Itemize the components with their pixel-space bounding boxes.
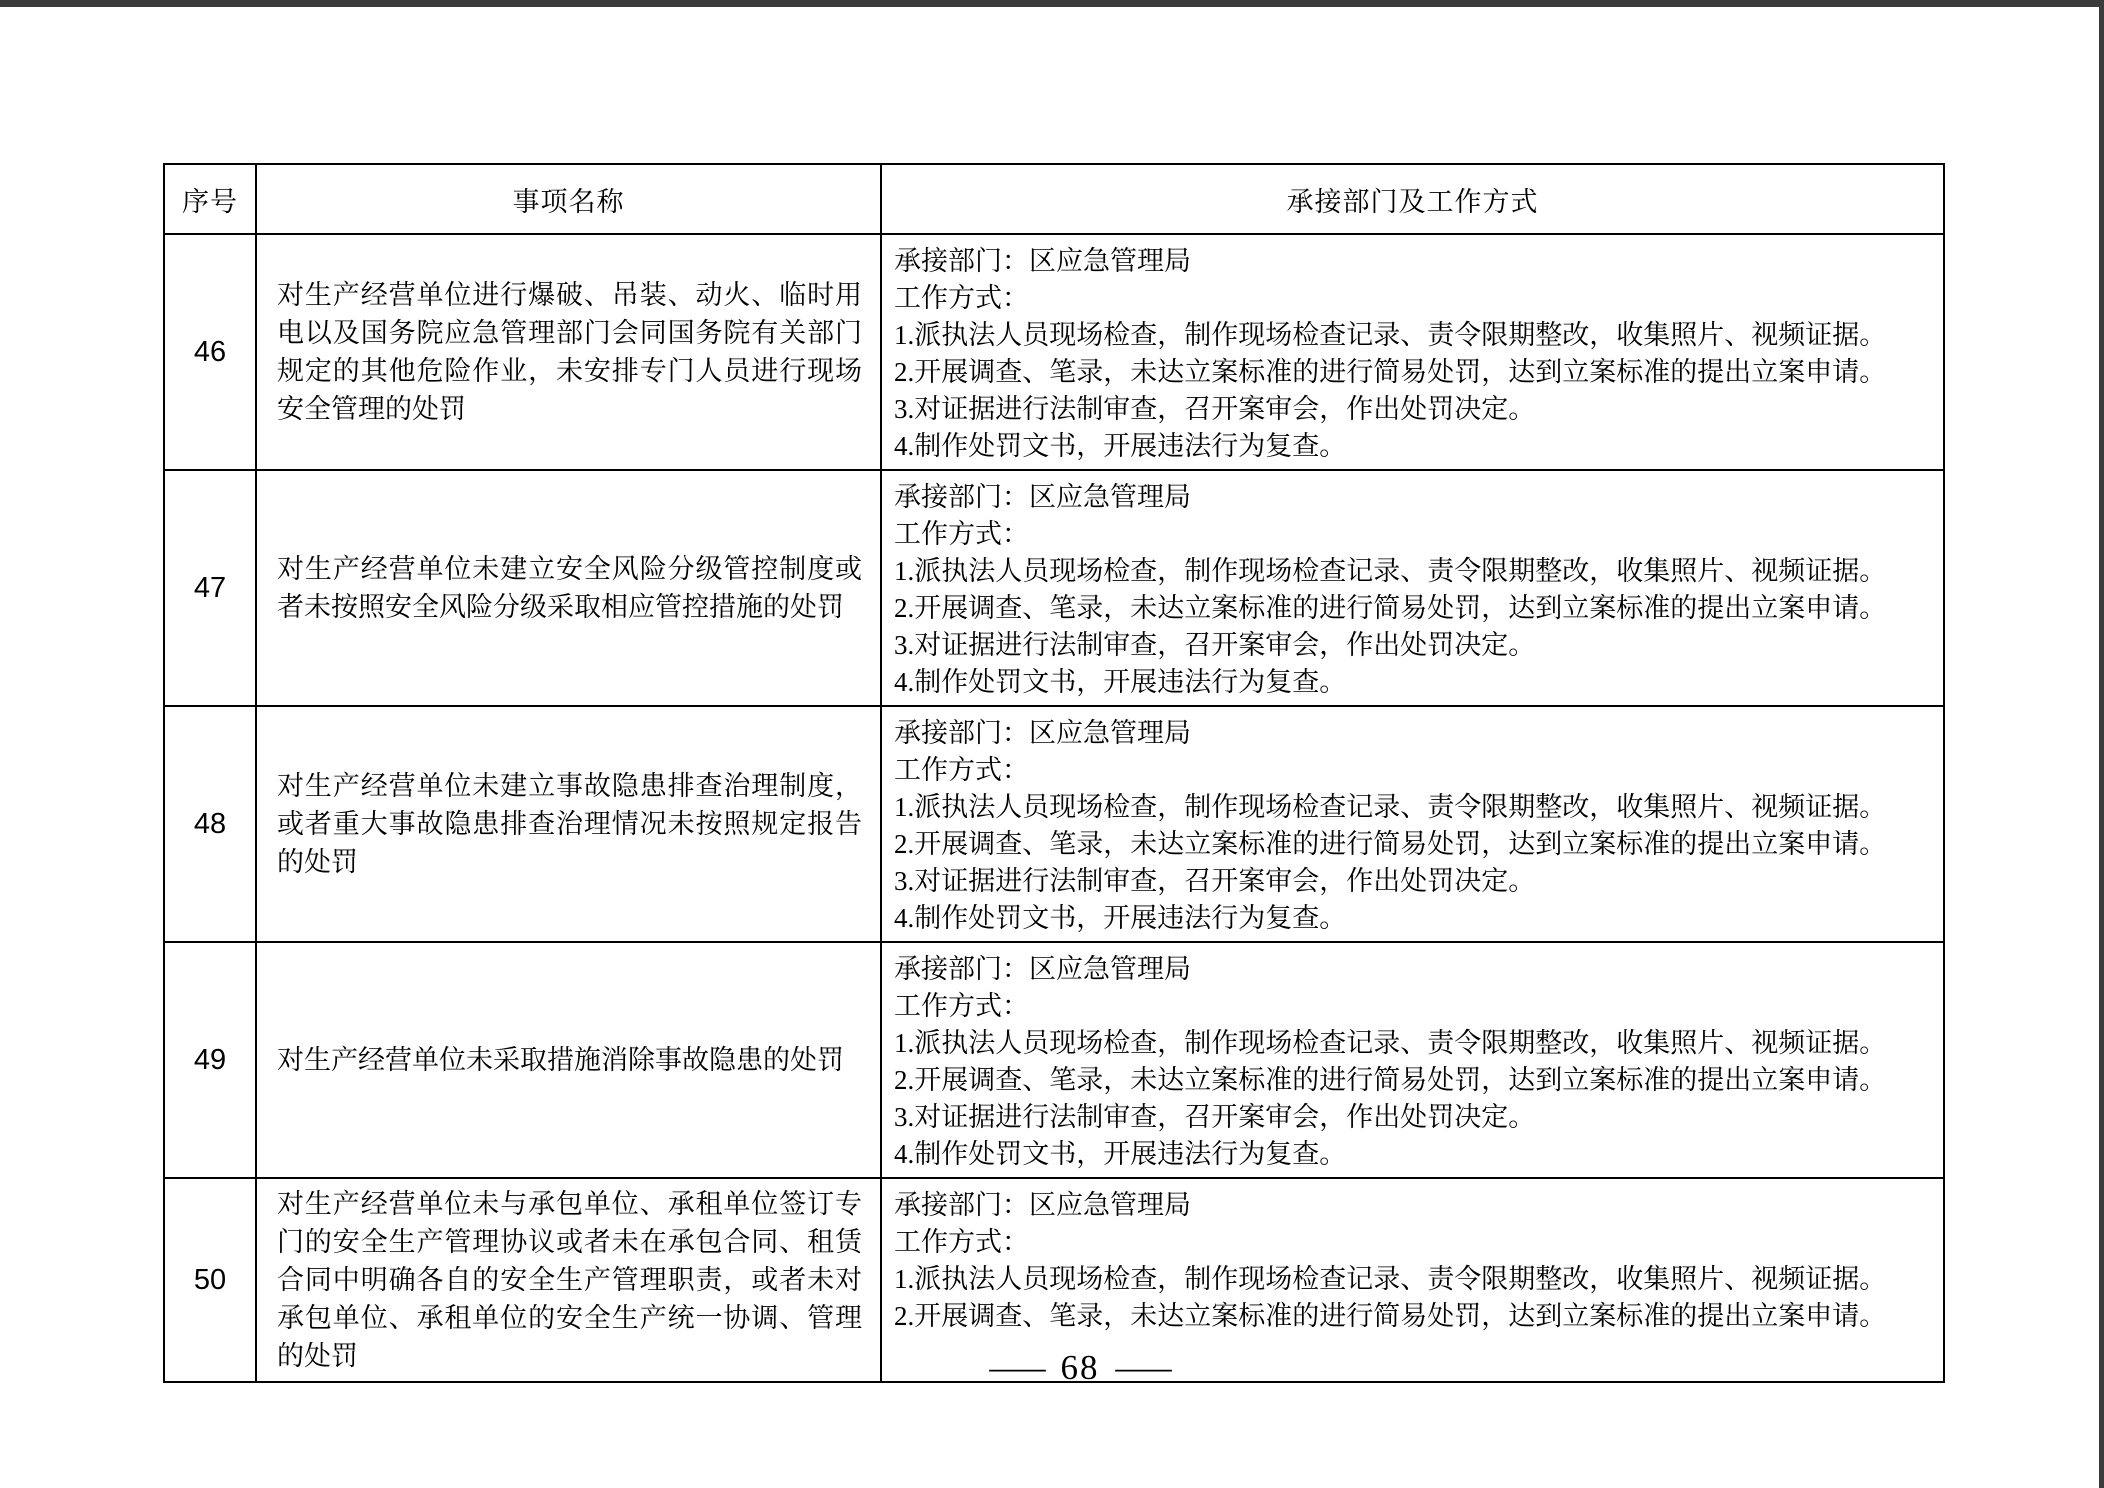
department-line: 承接部门：区应急管理局 bbox=[894, 718, 1191, 748]
method-step: 4.制作处罚文书，开展违法行为复查。 bbox=[894, 1139, 1347, 1169]
row-department-method bbox=[881, 942, 1944, 1178]
method-step: 1.派执法人员现场检查，制作现场检查记录、责令限期整改，收集照片、视频证据。 bbox=[894, 320, 1887, 350]
method-step: 2.开展调查、笔录，未达立案标准的进行简易处罚，达到立案标准的提出立案申请。 bbox=[894, 357, 1887, 387]
page-number-value: 68 bbox=[1060, 1348, 1100, 1387]
window-top-edge bbox=[0, 0, 2104, 7]
header-department-method: 承接部门及工作方式 bbox=[881, 164, 1944, 234]
method-step: 3.对证据进行法制审查，召开案审会，作出处罚决定。 bbox=[894, 866, 1536, 896]
method-step: 1.派执法人员现场检查，制作现场检查记录、责令限期整改，收集照片、视频证据。 bbox=[894, 792, 1887, 822]
method-step: 2.开展调查、笔录，未达立案标准的进行简易处罚，达到立案标准的提出立案申请。 bbox=[894, 829, 1887, 859]
row-serial-number: 48 bbox=[164, 706, 256, 942]
department-line: 承接部门：区应急管理局 bbox=[894, 1190, 1191, 1220]
method-step: 4.制作处罚文书，开展违法行为复查。 bbox=[894, 431, 1347, 461]
items-table bbox=[163, 163, 1945, 1383]
row-item-name: 对生产经营单位进行爆破、吊装、动火、临时用电以及国务院应急管理部门会同国务院有关部门规定的其他危险作业，未安排专门人员进行现场安全管理的处罚 bbox=[256, 234, 881, 470]
window-right-edge bbox=[2099, 0, 2104, 1488]
method-step: 1.派执法人员现场检查，制作现场检查记录、责令限期整改，收集照片、视频证据。 bbox=[894, 1264, 1887, 1294]
table-row bbox=[164, 470, 1944, 706]
table-row bbox=[164, 706, 1944, 942]
table-header-row bbox=[164, 164, 1944, 234]
page-number-left-dash: — bbox=[989, 1348, 1045, 1387]
department-line: 承接部门：区应急管理局 bbox=[894, 954, 1191, 984]
method-label: 工作方式： bbox=[894, 755, 1029, 785]
method-label: 工作方式： bbox=[894, 991, 1029, 1021]
row-department-method bbox=[881, 706, 1944, 942]
method-step: 2.开展调查、笔录，未达立案标准的进行简易处罚，达到立案标准的提出立案申请。 bbox=[894, 1065, 1887, 1095]
method-step: 1.派执法人员现场检查，制作现场检查记录、责令限期整改，收集照片、视频证据。 bbox=[894, 556, 1887, 586]
method-step: 3.对证据进行法制审查，召开案审会，作出处罚决定。 bbox=[894, 394, 1536, 424]
table-row bbox=[164, 942, 1944, 1178]
method-label: 工作方式： bbox=[894, 1227, 1029, 1257]
row-item-name: 对生产经营单位未建立事故隐患排查治理制度，或者重大事故隐患排查治理情况未按照规定报告的处罚 bbox=[256, 706, 881, 942]
header-serial-number: 序号 bbox=[164, 164, 256, 234]
department-line: 承接部门：区应急管理局 bbox=[894, 246, 1191, 276]
row-item-name: 对生产经营单位未建立安全风险分级管控制度或者未按照安全风险分级采取相应管控措施的处罚 bbox=[256, 470, 881, 706]
row-item-name: 对生产经营单位未采取措施消除事故隐患的处罚 bbox=[256, 942, 881, 1178]
method-step: 1.派执法人员现场检查，制作现场检查记录、责令限期整改，收集照片、视频证据。 bbox=[894, 1028, 1887, 1058]
row-department-method bbox=[881, 234, 1944, 470]
method-step: 3.对证据进行法制审查，召开案审会，作出处罚决定。 bbox=[894, 630, 1536, 660]
header-item-name: 事项名称 bbox=[256, 164, 881, 234]
method-label: 工作方式： bbox=[894, 283, 1029, 313]
department-line: 承接部门：区应急管理局 bbox=[894, 482, 1191, 512]
table-row bbox=[164, 234, 1944, 470]
page-number bbox=[0, 1348, 2104, 1388]
row-serial-number: 47 bbox=[164, 470, 256, 706]
row-serial-number: 49 bbox=[164, 942, 256, 1178]
method-step: 4.制作处罚文书，开展违法行为复查。 bbox=[894, 667, 1347, 697]
method-label: 工作方式： bbox=[894, 519, 1029, 549]
row-department-method bbox=[881, 470, 1944, 706]
row-serial-number: 50 bbox=[164, 1178, 256, 1382]
row-serial-number: 46 bbox=[164, 234, 256, 470]
method-step: 4.制作处罚文书，开展违法行为复查。 bbox=[894, 903, 1347, 933]
row-item-name: 对生产经营单位未与承包单位、承租单位签订专门的安全生产管理协议或者未在承包合同、租赁合同中明确各自的安全生产管理职责，或者未对承包单位、承租单位的安全生产统一协调、管理的处罚 bbox=[256, 1178, 881, 1382]
method-step: 2.开展调查、笔录，未达立案标准的进行简易处罚，达到立案标准的提出立案申请。 bbox=[894, 1301, 1887, 1331]
page-number-right-dash: — bbox=[1115, 1348, 1171, 1387]
method-step: 3.对证据进行法制审查，召开案审会，作出处罚决定。 bbox=[894, 1102, 1536, 1132]
method-step: 2.开展调查、笔录，未达立案标准的进行简易处罚，达到立案标准的提出立案申请。 bbox=[894, 593, 1887, 623]
